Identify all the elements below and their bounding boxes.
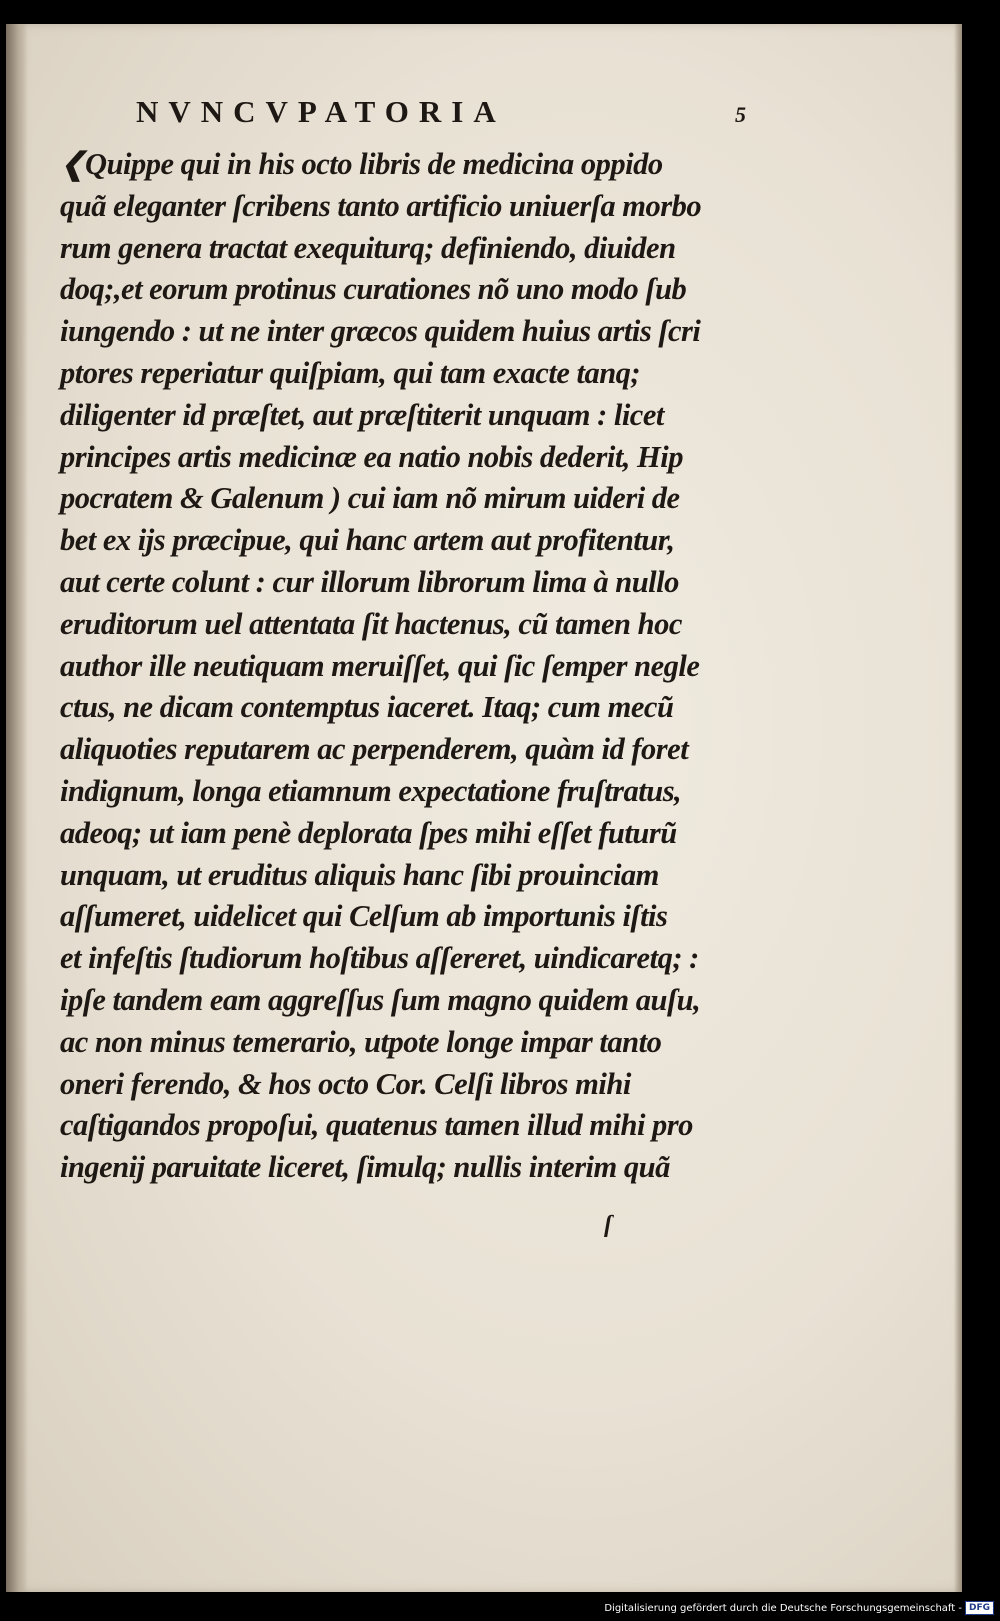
text-line: eruditorum uel attentata ſit hactenus, cũ tamen hoc bbox=[60, 606, 682, 641]
text-line: ipſe tandem eam aggreſſus ſum magno quidem auſu, bbox=[60, 982, 701, 1017]
page-number: 5 bbox=[735, 102, 746, 127]
text-line: rum genera tractat exequiturq; definiendo, diuiden bbox=[60, 230, 676, 265]
text-line: caſtigandos propoſui, quatenus tamen illud mihi pro bbox=[60, 1108, 693, 1143]
text-line: et infeſtis ſtudiorum hoſtibus aſſereret, uindicaretq; : bbox=[60, 941, 699, 976]
page-gutter-shadow bbox=[6, 24, 28, 1592]
text-line: aſſumeret, uidelicet qui Celſum ab importunis iſtis bbox=[60, 899, 668, 934]
text-line: indignum, longa etiamnum expectatione fruſtratus, bbox=[60, 773, 682, 808]
text-block bbox=[60, 94, 746, 1189]
book-page bbox=[6, 24, 962, 1592]
body-text bbox=[60, 144, 720, 1189]
text-line: principes artis medicinæ ea natio nobis dederit, Hip bbox=[60, 439, 683, 474]
text-line: ❮Quippe qui in his octo libris de medicina oppido bbox=[60, 147, 663, 181]
digitization-credit bbox=[604, 1601, 994, 1615]
text-line: oneri ferendo, & hos octo Cor. Celſi libros mihi bbox=[60, 1066, 631, 1101]
text-line: bet ex ijs præcipue, qui hanc artem aut profitentur, bbox=[60, 523, 675, 558]
text-line: pocratem & Galenum ) cui iam nõ mirum uideri de bbox=[60, 481, 680, 516]
text-line: ptores reperiatur quiſpiam, qui tam exacte tanq; bbox=[60, 355, 641, 390]
text-line: ingenij paruitate liceret, ſimulq; nullis interim quã bbox=[60, 1150, 670, 1185]
running-head-title: NVNCVPATORIA bbox=[136, 94, 506, 129]
text-line: adeoq; ut iam penè deplorata ſpes mihi eſſet futurũ bbox=[60, 815, 677, 850]
text-line: iungendo : ut ne inter græcos quidem huius artis ſcri bbox=[60, 314, 701, 349]
text-line: doq;,et eorum protinus curationes nõ uno modo ſub bbox=[60, 272, 687, 307]
text-line: author ille neutiquam meruiſſet, qui ſic ſemper negle bbox=[60, 648, 700, 683]
text-line: diligenter id præſtet, aut præſtiterit unquam : licet bbox=[60, 397, 664, 432]
dfg-logo: DFG bbox=[965, 1601, 994, 1615]
text-line: ctus, ne dicam contemptus iaceret. Itaq; cum mecũ bbox=[60, 690, 674, 725]
credit-text: Digitalisierung gefördert durch die Deutsche Forschungsgemeinschaft - bbox=[604, 1602, 962, 1614]
text-line: ac non minus temerario, utpote longe impar tanto bbox=[60, 1024, 662, 1059]
text-line: unquam, ut eruditus aliquis hanc ſibi prouinciam bbox=[60, 857, 659, 892]
text-line: aut certe colunt : cur illorum librorum lima à nullo bbox=[60, 564, 679, 599]
page-edge-shadow bbox=[954, 24, 962, 1592]
running-head bbox=[136, 94, 746, 144]
text-line: quã eleganter ſcribens tanto artificio uniuerſa morbo bbox=[60, 188, 702, 223]
catchword: ſ bbox=[604, 1212, 612, 1238]
text-line: aliquoties reputarem ac perpenderem, quàm id foret bbox=[60, 732, 689, 767]
